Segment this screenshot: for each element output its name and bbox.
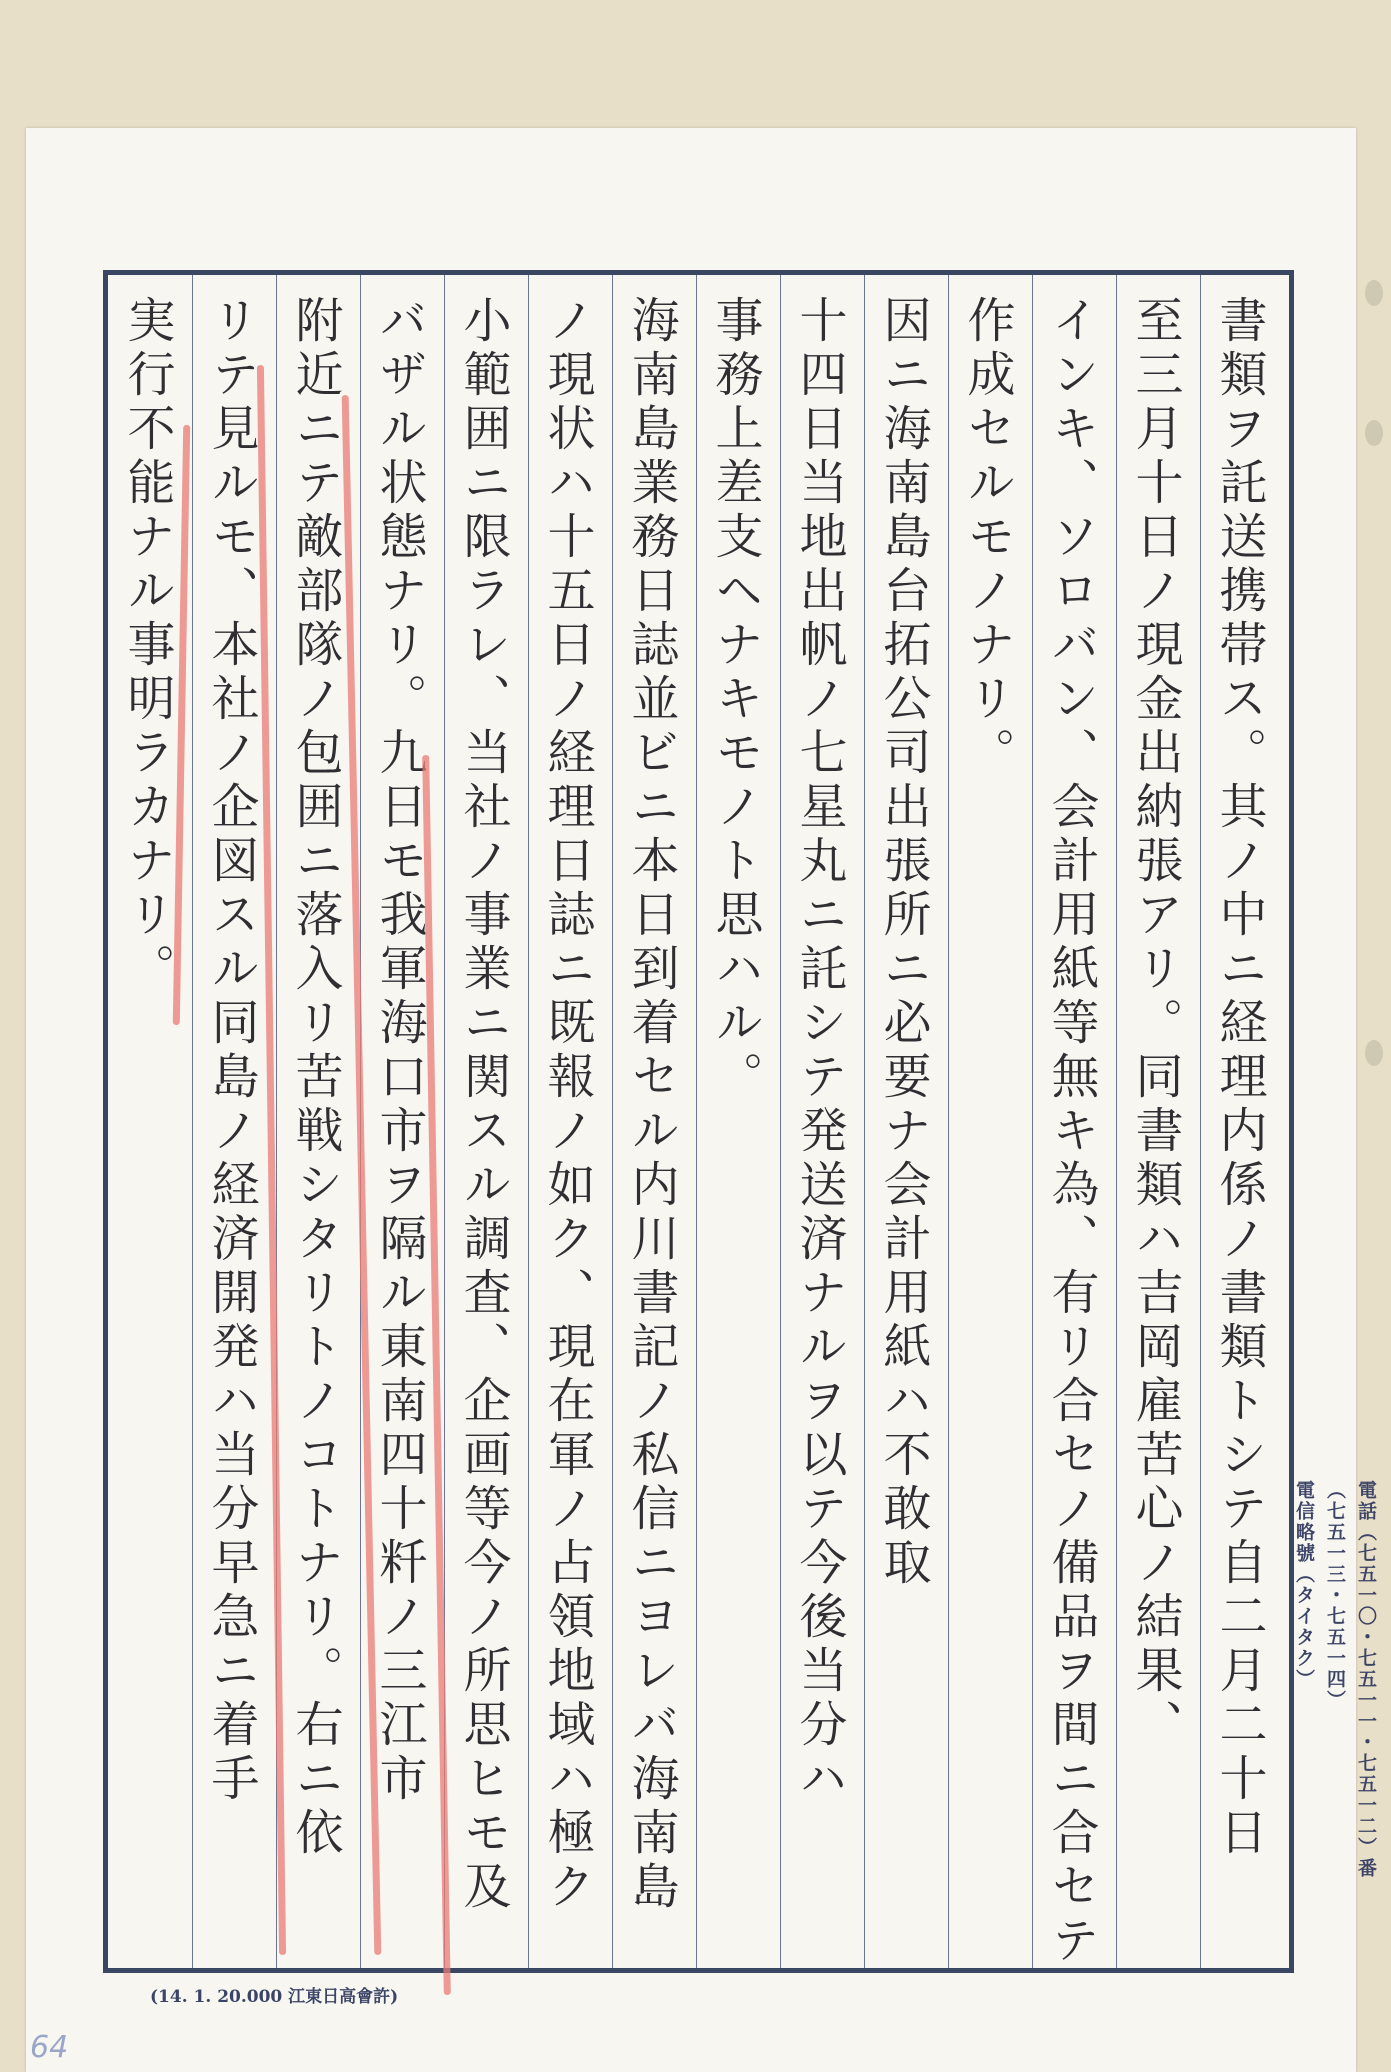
text-column-4: 作成セルモノナリ。 — [959, 295, 1015, 781]
column-divider — [780, 275, 781, 1968]
page-number: 64 — [30, 2030, 69, 2065]
printer-footer: (14. 1. 20.000 江東日高會許) — [150, 1987, 399, 2007]
telephone-label-extra: （七五一三・七五一四） — [1324, 1480, 1346, 1711]
binding-hole — [1365, 280, 1383, 306]
text-column-6: 十四日当地出帆ノ七星丸ニ託シテ発送済ナルヲ以テ今後当分ハ — [791, 295, 847, 1807]
column-divider — [192, 275, 193, 1968]
text-column-10: 小範囲ニ限ラレ、当社ノ事業ニ関スル調査、企画等今ノ所思ヒモ及 — [455, 295, 511, 1915]
text-column-14: 実行不能ナル事明ラカナリ。 — [119, 295, 175, 997]
text-column-12: 附近ニテ敵部隊ノ包囲ニ落入リ苦戦シタリトノコトナリ。右ニ依 — [287, 295, 343, 1861]
text-column-9: ノ現状ハ十五日ノ経理日誌ニ既報ノ如ク、現在軍ノ占領地域ハ極ク — [539, 295, 595, 1915]
column-divider — [864, 275, 865, 1968]
column-divider — [1032, 275, 1033, 1968]
column-divider — [1116, 275, 1117, 1968]
telephone-label: 電話（七五一〇・七五一一・七五一二）番 — [1355, 1480, 1377, 1879]
text-column-7: 事務上差支ヘナキモノト思ハル。 — [707, 295, 763, 1105]
column-divider — [1200, 275, 1201, 1968]
text-column-11: バザル状態ナリ。九日モ我軍海口市ヲ隔ル東南四十粁ノ三江市 — [371, 295, 427, 1807]
telegram-code-label: 電信略號（タイタク） — [1293, 1480, 1315, 1690]
text-column-1: 書類ヲ託送携帯ス。其ノ中ニ経理内係ノ書類トシテ自二月二十日 — [1211, 295, 1267, 1861]
text-column-8: 海南島業務日誌並ビニ本日到着セル内川書記ノ私信ニヨレバ海南島 — [623, 295, 679, 1915]
binding-hole — [1365, 420, 1383, 446]
red-pencil-mark — [173, 425, 190, 1025]
column-divider — [696, 275, 697, 1968]
text-column-13: リテ見ルモ、本社ノ企図スル同島ノ経済開発ハ当分早急ニ着手 — [203, 295, 259, 1807]
text-column-3: インキ、ソロバン、会計用紙等無キ為、有リ合セノ備品ヲ間ニ合セテ — [1043, 295, 1099, 1969]
column-divider — [948, 275, 949, 1968]
column-divider — [528, 275, 529, 1968]
text-column-5: 因ニ海南島台拓公司出張所ニ必要ナ会計用紙ハ不敢取 — [875, 295, 931, 1591]
ruled-form-frame — [103, 270, 1294, 1973]
red-pencil-mark — [257, 365, 286, 1955]
column-divider — [612, 275, 613, 1968]
side-printed-info — [1293, 1480, 1380, 1900]
text-column-2: 至三月十日ノ現金出納張アリ。同書類ハ吉岡雇苦心ノ結果、 — [1127, 295, 1183, 1753]
binding-hole — [1365, 1040, 1383, 1066]
